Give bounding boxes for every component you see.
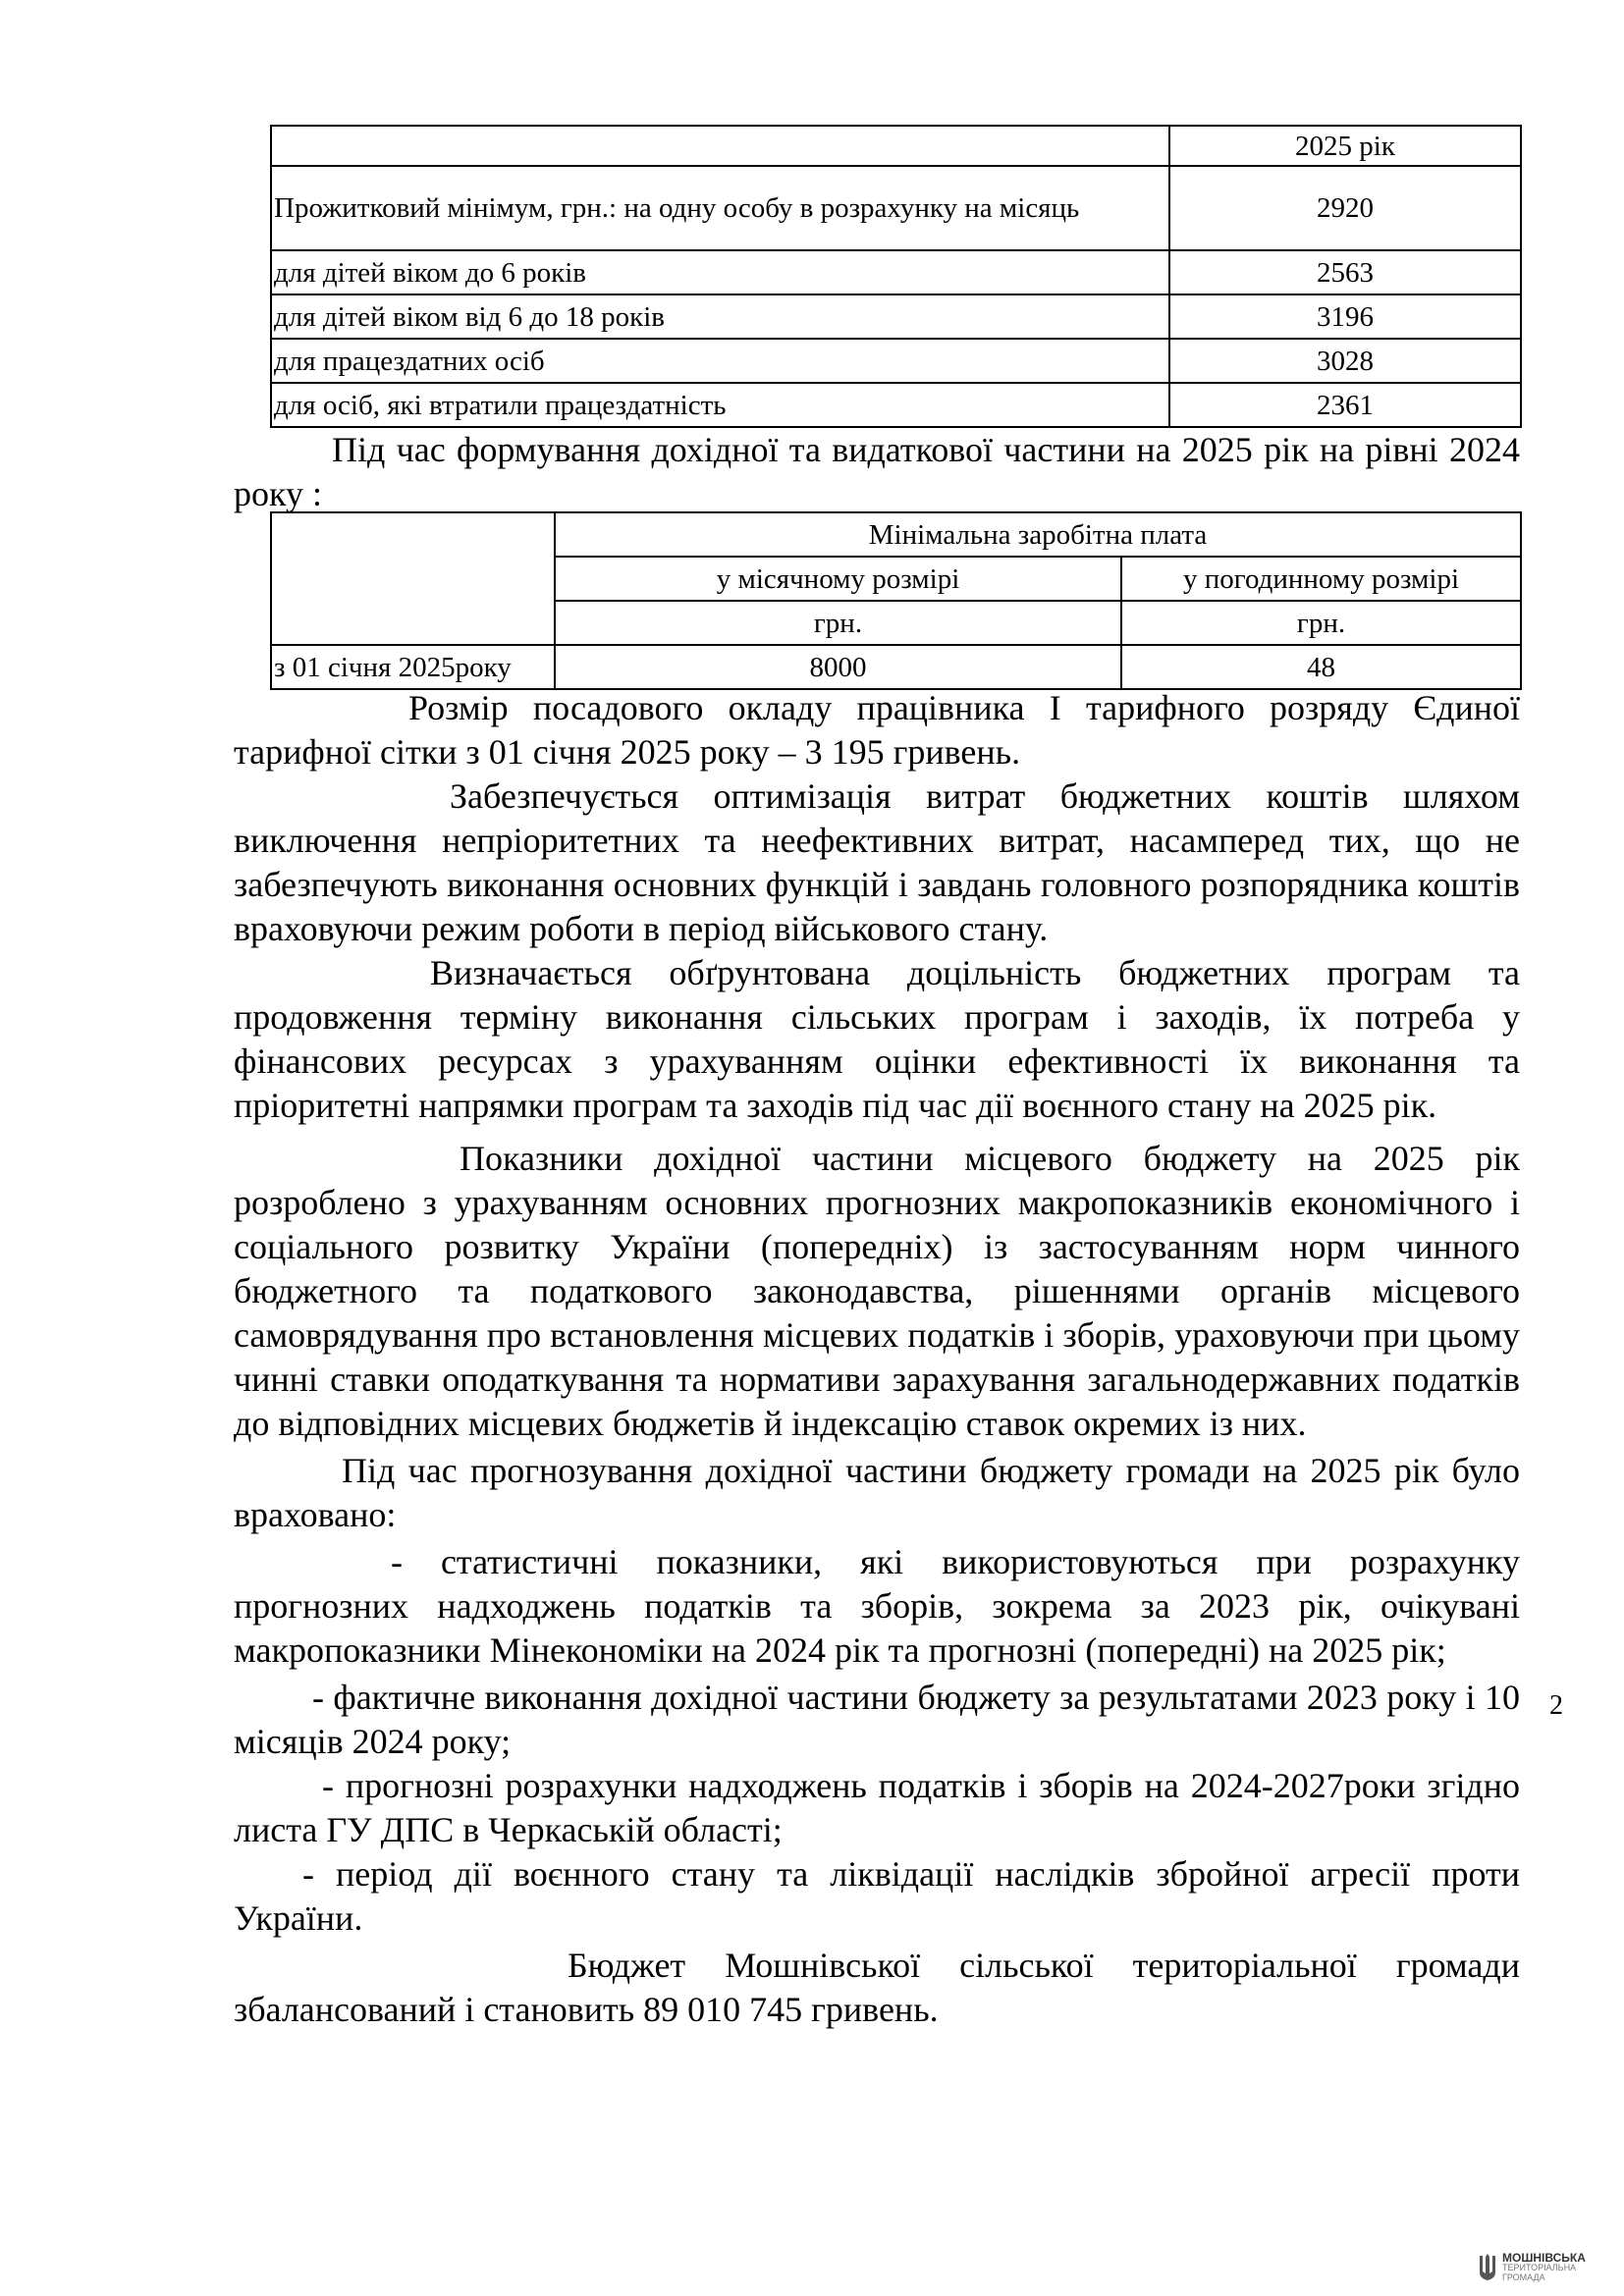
min-wage-title: Мінімальна заробітна плата: [555, 512, 1521, 557]
document-body: [234, 686, 1520, 2032]
paragraph: - статистичні показники, які використовуються при розрахунку прогнозних надходжень податків та зборів, зокрема за 2023 рік, очікувані макропоказники Мінекономіки на 2024 рік та прогнозні (попередні) на 2025 рік;: [234, 1542, 1520, 1670]
monthly-value: 8000: [555, 645, 1121, 689]
paragraph: Розмір посадового окладу працівника І тарифного розряду Єдиної тарифної сітки з 01 січня 2025 року – 3 195 гривень.: [234, 688, 1520, 772]
row-value: 2361: [1169, 383, 1521, 427]
paragraph: Показники дохідної частини місцевого бюджету на 2025 рік розроблено з урахуванням основних прогнозних макропоказників економічного і соціального розвитку України (попередніх) із застосуванням норм чинного бюджетного та податкового законодавства, рішеннями органів місцевого самоврядування про встановлення місцевих податків і зборів, ураховуючи при цьому чинні ставки оподаткування та нормативи зарахування загальнодержавних податків до відповідних місцевих бюджетів й індексацію ставок окремих із них.: [234, 1139, 1520, 1443]
paragraph: - прогнозні розрахунки надходжень податків і зборів на 2024-2027роки згідно листа ГУ ДПС в Черкаській області;: [234, 1766, 1520, 1849]
table-row: [271, 339, 1521, 383]
paragraph: - період дії воєнного стану та ліквідації наслідків збройної агресії проти України.: [234, 1854, 1520, 1938]
table-row: [271, 645, 1521, 689]
hourly-unit: грн.: [1121, 601, 1521, 645]
paragraph: Бюджет Мошнівської сільської територіальної громади збалансований і становить 89 010 745 гривень.: [234, 1946, 1520, 2029]
paragraph: Визначається обґрунтована доцільність бюджетних програм та продовження терміну виконання сільських програм і заходів, їх потреба у фінансових ресурсах з урахуванням оцінки ефективності їх виконання та пріоритетні напрямки програм та заходів під час дії воєнного стану на 2025 рік.: [234, 953, 1520, 1125]
table-row: [271, 383, 1521, 427]
logo-line: ТЕРИТОРІАЛЬНА: [1502, 2263, 1577, 2272]
row-value: 3028: [1169, 339, 1521, 383]
row-label: для працездатних осіб: [271, 339, 1169, 383]
row-value: 3196: [1169, 294, 1521, 339]
monthly-unit: грн.: [555, 601, 1121, 645]
community-logo: [1479, 2253, 1586, 2282]
table-row: [271, 250, 1521, 294]
logo-text: [1502, 2253, 1586, 2282]
row-value: 2563: [1169, 250, 1521, 294]
row-label: з 01 січня 2025року: [271, 645, 555, 689]
paragraph-text: Під час формування дохідної та видаткової частини на 2025 рік на рівні 2024 року :: [234, 430, 1520, 513]
logo-line: МОШНІВСЬКА: [1502, 2251, 1586, 2265]
paragraph: Забезпечується оптимізація витрат бюджетних коштів шляхом виключення непріоритетних та неефективних витрат, насамперед тих, що не забезпечують виконання основних функцій і завдань головного розпорядника коштів враховуючи режим роботи в період військового стану.: [234, 776, 1520, 948]
row-value: 2920: [1169, 166, 1521, 250]
row-label: для дітей віком до 6 років: [271, 250, 1169, 294]
row-label: для осіб, які втратили працездатність: [271, 383, 1169, 427]
table-header-row: [271, 126, 1521, 166]
hourly-value: 48: [1121, 645, 1521, 689]
paragraph: - фактичне виконання дохідної частини бюджету за результатами 2023 року і 10 місяців 2024 року;: [234, 1678, 1520, 1761]
table-row: [271, 294, 1521, 339]
page-number: 2: [1549, 1690, 1563, 1721]
empty-header-cell: [271, 512, 555, 645]
logo-line: ГРОМАДА: [1502, 2272, 1545, 2282]
intro-paragraph: [234, 428, 1520, 516]
monthly-column-header: у місячному розмірі: [555, 557, 1121, 601]
empty-header-cell: [271, 126, 1169, 166]
year-header: 2025 рік: [1169, 126, 1521, 166]
subsistence-minimum-table: [270, 125, 1522, 428]
table-row: [271, 166, 1521, 250]
minimum-wage-table: [270, 511, 1522, 690]
row-label: Прожитковий мінімум, грн.: на одну особу в розрахунку на місяць: [271, 166, 1169, 250]
table-header-row: [271, 512, 1521, 557]
trident-icon: [1479, 2253, 1496, 2282]
row-label: для дітей віком від 6 до 18 років: [271, 294, 1169, 339]
paragraph: Під час прогнозування дохідної частини бюджету громади на 2025 рік було враховано:: [234, 1451, 1520, 1534]
hourly-column-header: у погодинному розмірі: [1121, 557, 1521, 601]
